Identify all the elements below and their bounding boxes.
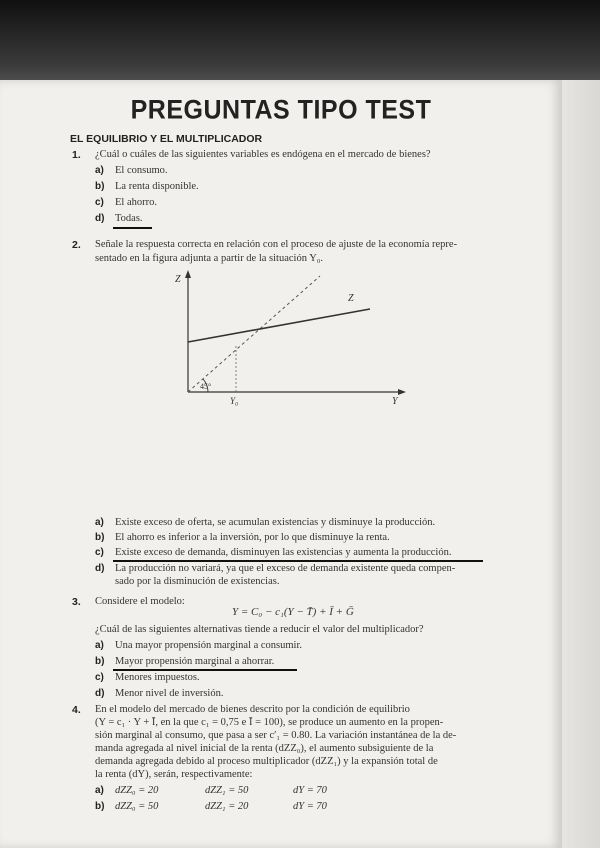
x-axis-label: Y bbox=[392, 396, 398, 407]
q2-option-b: El ahorro es inferior a la inversión, por lo que disminuye la renta. bbox=[115, 532, 390, 543]
section-heading: EL EQUILIBRIO Y EL MULTIPLICADOR bbox=[70, 133, 263, 145]
question-3-intro: Considere el modelo: bbox=[95, 596, 185, 607]
demand-line-z bbox=[188, 309, 370, 342]
page-edge bbox=[562, 80, 600, 848]
question-1-text: ¿Cuál o cuáles de las siguientes variables es endógena en el mercado de bienes? bbox=[95, 149, 431, 160]
q3-option-c: Menores impuestos. bbox=[115, 672, 200, 683]
page-title: PREGUNTAS TIPO TEST bbox=[130, 94, 432, 126]
q3-option-a: Una mayor propensión marginal a consumir. bbox=[115, 640, 303, 651]
q1-option-b-letter: b) bbox=[95, 181, 105, 192]
question-4-number: 4. bbox=[72, 704, 81, 716]
q4-option-a-dzz0: dZZ₀ = 20 bbox=[115, 785, 159, 796]
q1-option-c: El ahorro. bbox=[115, 197, 157, 208]
q3-option-c-letter: c) bbox=[95, 672, 104, 683]
adjustment-diagram bbox=[170, 262, 420, 407]
q1-option-a: El consumo. bbox=[115, 165, 168, 176]
x-axis-arrow bbox=[398, 389, 406, 395]
answer-underline bbox=[113, 560, 483, 562]
q4-option-b-letter: b) bbox=[95, 801, 105, 812]
q4-option-a-dzz1: dZZ₁ = 50 bbox=[205, 785, 249, 796]
q4-option-b-dzz0: dZZ₀ = 50 bbox=[115, 801, 159, 812]
q1-option-d-letter: d) bbox=[95, 213, 105, 224]
question-3-text: ¿Cuál de las siguientes alternativas tiende a reducir el valor del multiplicador? bbox=[95, 624, 424, 635]
q3-option-d: Menor nivel de inversión. bbox=[115, 688, 224, 699]
q1-option-c-letter: c) bbox=[95, 197, 104, 208]
question-4-line: En el modelo del mercado de bienes descrito por la condición de equilibrio bbox=[95, 704, 410, 715]
y-axis-label: Z bbox=[175, 274, 181, 285]
q4-option-b-dy: dY = 70 bbox=[293, 801, 327, 812]
y-axis-arrow bbox=[185, 270, 191, 278]
q2-option-c-letter: c) bbox=[95, 547, 104, 558]
scan-shadow bbox=[0, 0, 600, 92]
q3-option-b: Mayor propensión marginal a ahorrar. bbox=[115, 656, 275, 667]
q2-option-c: Existe exceso de demanda, disminuyen las existencias y aumenta la producción. bbox=[115, 547, 452, 558]
q4-option-a-letter: a) bbox=[95, 785, 104, 796]
question-4-line: demanda agregada debido al proceso multiplicador (dZZ₁) y la expansión total de bbox=[95, 756, 438, 767]
q3-option-d-letter: d) bbox=[95, 688, 105, 699]
question-1-number: 1. bbox=[72, 149, 81, 161]
q1-option-d: Todas. bbox=[115, 213, 143, 224]
q1-option-a-letter: a) bbox=[95, 165, 104, 176]
q2-option-a-letter: a) bbox=[95, 517, 104, 528]
q1-option-b: La renta disponible. bbox=[115, 181, 199, 192]
question-4-line: (Y = c₁ · Y + Ī, en la que c₁ = 0,75 e Ī = 100), se produce un aumento en la propen- bbox=[95, 717, 444, 728]
answer-underline bbox=[113, 669, 297, 671]
q3-option-a-letter: a) bbox=[95, 640, 104, 651]
q2-option-b-letter: b) bbox=[95, 532, 105, 543]
q4-option-b-dzz1: dZZ₁ = 20 bbox=[205, 801, 249, 812]
question-4-line: manda agregada al nivel inicial de la renta (dZZ₀), el aumento subsiguiente de la bbox=[95, 743, 434, 754]
q2-option-a: Existe exceso de oferta, se acumulan existencias y disminuye la producción. bbox=[115, 517, 436, 528]
q4-option-a-dy: dY = 70 bbox=[293, 785, 327, 796]
question-4-line: sión marginal al consumo, que pasa a ser c′₁ = 0.80. La variación instantánea de la de- bbox=[95, 730, 457, 741]
answer-underline bbox=[113, 227, 152, 229]
question-2-text-line2: sentado en la figura adjunta a partir de la situación Y₀. bbox=[95, 253, 324, 264]
q2-option-d-line1: La producción no variará, ya que el exceso de demanda existente queda compen- bbox=[115, 563, 456, 574]
angle-label: 45° bbox=[200, 382, 212, 391]
model-equation: Y = C₀ − c₁(Y − T̄) + Ī + Ḡ bbox=[232, 606, 354, 618]
line-45-degrees bbox=[188, 276, 320, 392]
q2-option-d-letter: d) bbox=[95, 563, 105, 574]
y0-label: Y₀ bbox=[230, 396, 239, 406]
question-4-line: la renta (dY), serán, respectivamente: bbox=[95, 769, 253, 780]
question-2-text-line1: Señale la respuesta correcta en relación con el proceso de ajuste de la economía repre- bbox=[95, 239, 458, 250]
question-3-number: 3. bbox=[72, 596, 81, 608]
line-z-label: Z bbox=[348, 293, 354, 304]
q3-option-b-letter: b) bbox=[95, 656, 105, 667]
q2-option-d-line2: sado por la disminución de existencias. bbox=[115, 576, 280, 587]
question-2-number: 2. bbox=[72, 239, 81, 251]
